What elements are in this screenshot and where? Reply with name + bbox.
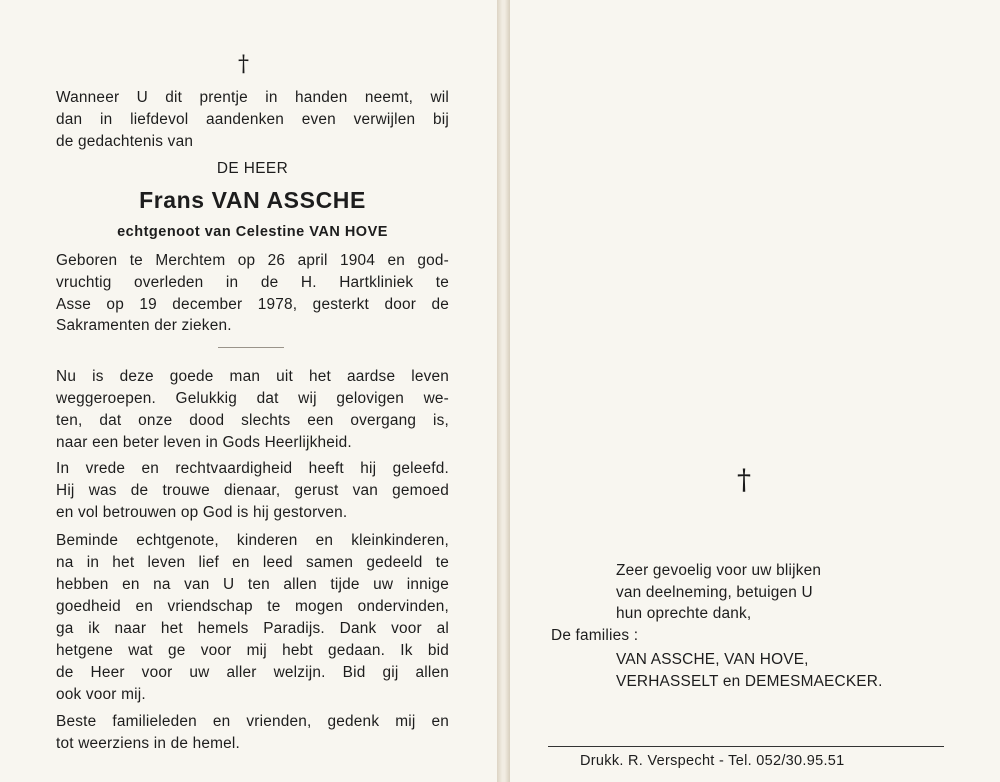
title-prefix: DE HEER	[216, 160, 289, 177]
intro-line: Wanneer U dit prentje in handen neemt, wil	[56, 89, 449, 106]
footer-rule	[548, 746, 944, 747]
family-name-line: VERHASSELT en DEMESMAECKER.	[616, 673, 883, 690]
thanks-line: van deelneming, betuigen U	[616, 584, 813, 601]
text-line: ook voor mij.	[56, 686, 146, 703]
text-line: tot weerziens in de hemel.	[56, 735, 240, 752]
intro-line: dan in liefdevol aandenken even verwijlen bij	[56, 111, 449, 128]
text-line: na in het leven lief en leed samen gedeeld te	[56, 554, 449, 571]
thanks-line: hun oprechte dank,	[616, 605, 752, 622]
text-line: ga ik naar het hemels Paradijs. Dank voor al	[56, 620, 449, 637]
cross-icon: †	[238, 52, 249, 77]
text-line: Hij was de trouwe dienaar, gerust van gemoed	[56, 482, 449, 499]
families-label: De families :	[551, 627, 639, 644]
birth-death-line: Geboren te Merchtem op 26 april 1904 en god-	[56, 252, 449, 269]
text-line: Beste familieleden en vrienden, gedenk mij en	[56, 713, 449, 730]
text-line: Nu is deze goede man uit het aardse leven	[56, 368, 449, 385]
text-line: Beminde echtgenote, kinderen en kleinkinderen,	[56, 532, 449, 549]
text-line: en vol betrouwen op God is hij gestorven.	[56, 504, 348, 521]
card-fold	[497, 0, 510, 782]
printer-credit: Drukk. R. Verspecht - Tel. 052/30.95.51	[580, 753, 845, 769]
family-name-line: VAN ASSCHE, VAN HOVE,	[616, 651, 809, 668]
text-line: de Heer voor uw aller welzijn. Bid gij allen	[56, 664, 449, 681]
birth-death-line: Sakramenten der zieken.	[56, 317, 232, 334]
thanks-line: Zeer gevoelig voor uw blijken	[616, 562, 822, 579]
separator-rule	[218, 347, 284, 348]
intro-line: de gedachtenis van	[56, 133, 194, 150]
spouse-line: echtgenoot van Celestine VAN HOVE	[117, 224, 388, 240]
birth-death-line: Asse op 19 december 1978, gesterkt door de	[56, 296, 449, 313]
cross-icon: †	[737, 463, 751, 496]
text-line: hetgene wat ge voor mij hebt gedaan. Ik bid	[56, 642, 449, 659]
text-line: In vrede en rechtvaardigheid heeft hij geleefd.	[56, 460, 449, 477]
text-line: goedheid en vriendschap te mogen ondervinden,	[56, 598, 449, 615]
text-line: naar een beter leven in Gods Heerlijkheid.	[56, 434, 352, 451]
text-line: ten, dat onze dood slechts een overgang is,	[56, 412, 449, 429]
text-line: weggeroepen. Gelukkig dat wij gelovigen we-	[56, 390, 449, 407]
text-line: hebben en na van U ten allen tijde uw innige	[56, 576, 449, 593]
birth-death-line: vruchtig overleden in de H. Hartkliniek te	[56, 274, 449, 291]
deceased-name: Frans VAN ASSCHE	[139, 187, 366, 213]
